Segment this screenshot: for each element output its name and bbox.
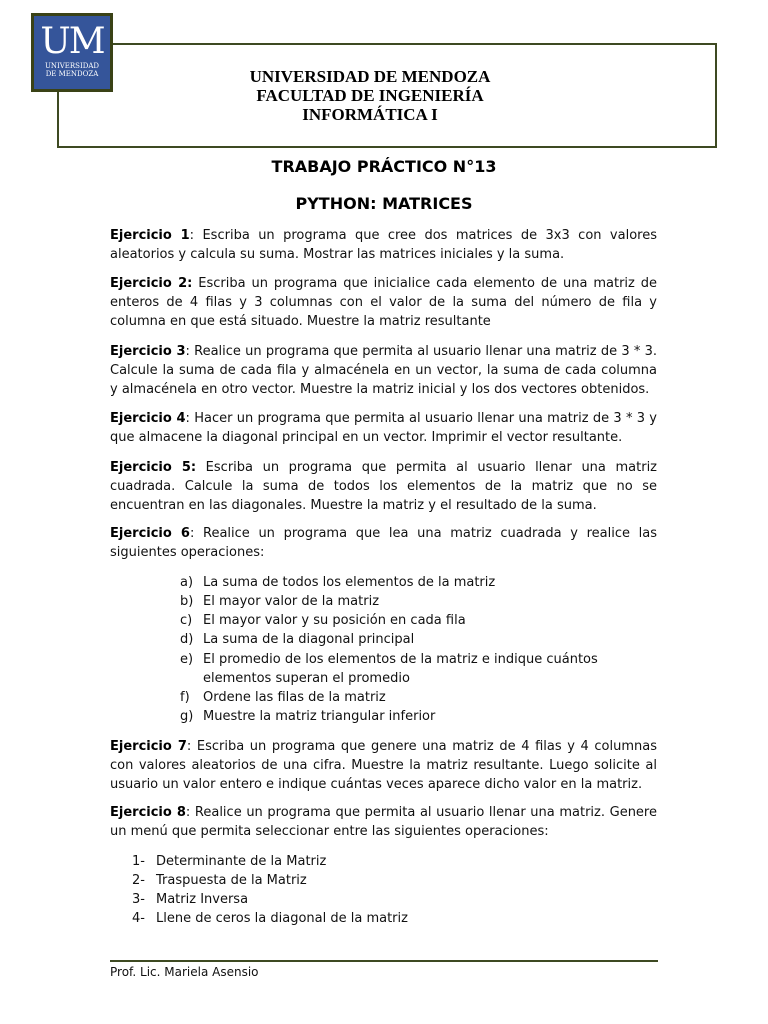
list-text: Ordene las filas de la matriz [203,690,386,705]
list-item [180,573,660,592]
exercise-label: Ejercicio 7 [110,739,187,754]
exercise-text: Hacer un programa que permita al usuario llenar una matriz de 3 * 3 y que almacene la diagonal principal en un vector. Imprimir el vector resultante. [110,411,657,445]
list-item [180,592,660,611]
exercise-separator: : [186,739,192,754]
list-text: Determinante de la Matriz [156,854,327,869]
exercise-3 [110,342,657,399]
list-item [132,890,652,909]
page-title: TRABAJO PRÁCTICO N°13 [271,157,497,176]
exercise-8 [110,803,657,841]
logo-text-2: DE MENDOZA [45,70,99,78]
exercise-label: Ejercicio 3 [110,344,186,359]
list-item [180,630,660,649]
exercise-text: Realice un programa que permita al usuario llenar una matriz. Genere un menú que permita seleccionar entre las siguientes operaciones: [110,805,657,839]
list-text: Llene de ceros la diagonal de la matriz [156,911,408,926]
exercise-separator: : [185,805,191,820]
list-marker: g) [180,709,194,724]
list-item [180,688,660,707]
exercise-4 [110,409,657,447]
list-text: Matriz Inversa [156,892,249,907]
exercise-5 [110,458,657,515]
logo-monogram: UM [40,21,104,62]
list-item [180,707,660,726]
exercise-text: Realice un programa que permita al usuario llenar una matriz de 3 * 3. Calcule la suma de cada fila y almacénela en un vector, la suma de cada columna y almacénela en otro vector. Muestre la matriz inicial y los dos vectores obtenidos. [110,344,657,397]
list-marker: b) [180,594,194,609]
exercise-label: Ejercicio 2: [110,276,193,291]
list-marker: c) [180,613,193,628]
exercise-label: Ejercicio 5: [110,460,197,475]
footer-divider [110,960,658,962]
exercise-label: Ejercicio 8 [110,805,186,820]
logo-text-1: UNIVERSIDAD [44,62,100,70]
list-text: La suma de la diagonal principal [203,632,415,647]
list-marker: 1- [132,854,145,869]
exercise-text: Escriba un programa que cree dos matrices de 3x3 con valores aleatorios y calcula su suma. Mostrar las matrices iniciales y la suma. [110,228,657,262]
exercise-separator: : [185,344,190,359]
course-name: INFORMÁTICA I [302,105,438,124]
list-item [180,650,660,688]
list-item [132,909,652,928]
exercise-label: Ejercicio 6 [110,526,190,541]
exercise-7 [110,737,657,794]
list-marker: a) [180,575,194,590]
list-text: Muestre la matriz triangular inferior [203,709,436,724]
list-text: El mayor valor de la matriz [203,594,380,609]
exercise-label: Ejercicio 4 [110,411,186,426]
list-marker: d) [180,632,194,647]
list-item [132,852,652,871]
university-name: UNIVERSIDAD DE MENDOZA [249,67,491,86]
footer-author: Prof. Lic. Mariela Asensio [110,965,259,979]
list-item [180,611,660,630]
institution-heading [170,67,570,124]
exercise-text: Escriba un programa que inicialice cada elemento de una matriz de enteros de 4 filas y 3 columnas con el valor de la suma del número de fila y columna en que está situado. Muestre la matriz resultante [110,276,658,329]
exercise-separator: : [185,411,190,426]
exercise-separator: : [189,526,195,541]
list-text: El mayor valor y su posición en cada fila [203,613,466,628]
exercise-text: Escriba un programa que permita al usuario llenar una matriz cuadrada. Calcule la suma de todos los elementos de la matriz que no se encuentran en las diagonales. Muestre la matriz y el resultado de la suma. [110,460,658,513]
list-marker: 3- [132,892,145,907]
exercise-6 [110,524,657,562]
list-marker: 2- [132,873,145,888]
list-marker: e) [180,652,194,667]
exercise-text: Escriba un programa que genere una matriz de 4 filas y 4 columnas con valores aleatorios de una cifra. Muestre la matriz resultante. Luego solicite al usuario un valor entero e indique cuántas veces aparece dicho valor en la matriz. [110,739,657,792]
university-logo [31,13,113,92]
list-marker: 4- [132,911,145,926]
list-marker: f) [180,690,190,705]
list-text: El promedio de los elementos de la matriz e indique cuántos elementos superan el promedio [203,652,598,686]
list-text: Traspuesta de la Matriz [156,873,307,888]
exercise-1 [110,226,657,264]
exercise-label: Ejercicio 1 [110,228,190,243]
exercise-separator: : [189,228,195,243]
list-item [132,871,652,890]
exercise-text: Realice un programa que lea una matriz cuadrada y realice las siguientes operaciones: [110,526,657,560]
list-text: La suma de todos los elementos de la matriz [203,575,496,590]
page-subtitle: PYTHON: MATRICES [295,194,473,213]
exercise-2 [110,274,657,331]
faculty-name: FACULTAD DE INGENIERÍA [256,86,484,105]
